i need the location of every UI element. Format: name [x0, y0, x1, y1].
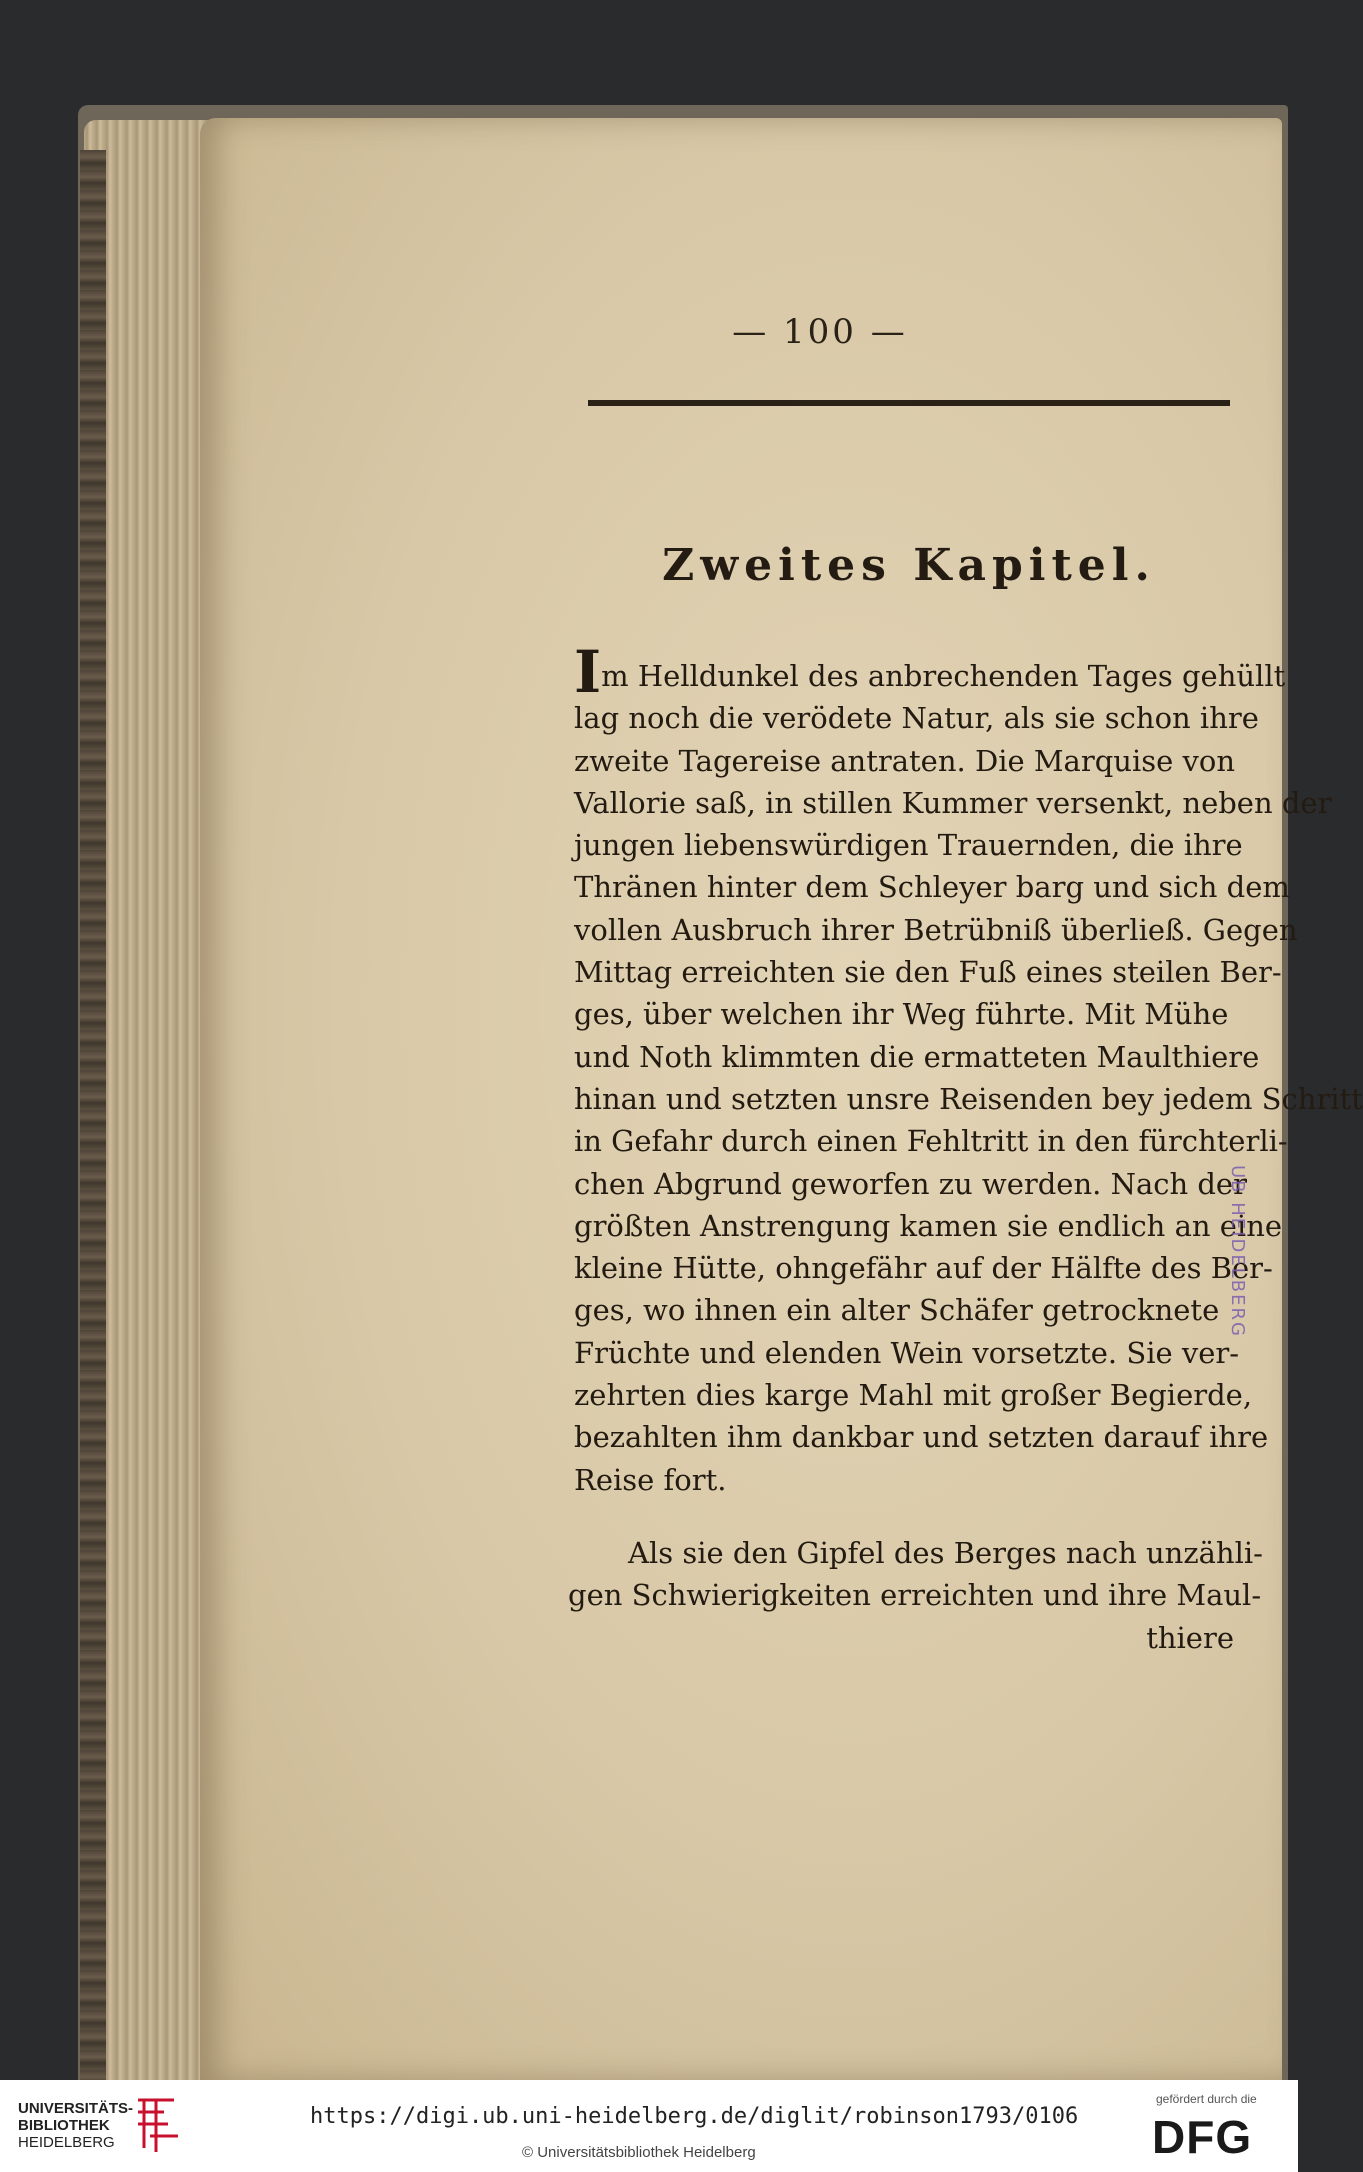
text-line: ges, wo ihnen ein alter Schäfer getrocknete — [574, 1293, 1220, 1328]
dfg-logo[interactable]: DFG — [1152, 2111, 1253, 2163]
text-line: und Noth klimmten die ermatteten Maulthiere — [574, 1039, 1260, 1074]
page-number: — 100 — — [732, 312, 908, 352]
funder-caption: gefördert durch die — [1156, 2092, 1257, 2106]
catchword: thiere — [1146, 1620, 1234, 1655]
text-line: vollen Ausbruch ihrer Betrübniß überließ. Gegen — [574, 912, 1298, 947]
text-line: größten Anstrengung kamen sie endlich an eine — [574, 1208, 1283, 1243]
text-line: zweite Tagereise antraten. Die Marquise von — [574, 743, 1235, 778]
text-line: bezahlten ihm dankbar und setzten darauf ihre — [574, 1420, 1269, 1455]
copyright-notice: © Universitätsbibliothek Heidelberg — [522, 2144, 756, 2161]
text-line: Früchte und elenden Wein vorsetzte. Sie ver- — [574, 1335, 1240, 1370]
text-line: Im Helldunkel des anbrechenden Tages gehüllt — [574, 638, 1286, 706]
text-line: ges, über welchen ihr Weg führte. Mit Mühe — [574, 997, 1229, 1032]
text-line: lag noch die verödete Natur, als sie schon ihre — [574, 701, 1259, 736]
text-line: kleine Hütte, ohngefähr auf der Hälfte des Ber- — [574, 1251, 1273, 1286]
text-line: Reise fort. — [574, 1462, 727, 1497]
text-line: Thränen hinter dem Schleyer barg und sich dem — [574, 870, 1290, 905]
text-line: jungen liebenswürdigen Trauernden, die ihre — [574, 828, 1243, 863]
library-stamp: UB HEIDELBERG — [1227, 1165, 1248, 1338]
drop-cap: I — [574, 638, 602, 706]
paragraph-2 — [568, 1532, 1263, 1659]
text-line: Vallorie saß, in stillen Kummer versenkt, neben der — [574, 785, 1332, 820]
viewer-footer — [0, 2080, 1298, 2172]
header-rule — [588, 400, 1230, 406]
text-line: zehrten dies karge Mahl mit großer Begierde, — [574, 1378, 1253, 1413]
chapter-title: Zweites Kapitel. — [662, 540, 1156, 591]
library-logo-icon[interactable] — [134, 2092, 182, 2156]
text-line: in Gefahr durch einen Fehltritt in den fürchterli- — [574, 1124, 1288, 1159]
text-line: Als sie den Gipfel des Berges nach unzähli- — [628, 1536, 1263, 1570]
text-line: Mittag erreichten sie den Fuß eines steilen Ber- — [574, 955, 1282, 990]
library-logo-text[interactable]: UNIVERSITÄTS- BIBLIOTHEK HEIDELBERG — [18, 2100, 134, 2151]
permalink-url[interactable]: https://digi.ub.uni-heidelberg.de/diglit/robinson1793/0106 — [310, 2104, 1079, 2129]
text-line: hinan und setzten unsre Reisenden bey jedem Schritt — [574, 1081, 1363, 1116]
text-line: chen Abgrund geworfen zu werden. Nach der — [574, 1166, 1247, 1201]
text-line: gen Schwierigkeiten erreichten und ihre Maul- — [568, 1578, 1262, 1613]
book-spine-edge — [80, 150, 106, 2080]
